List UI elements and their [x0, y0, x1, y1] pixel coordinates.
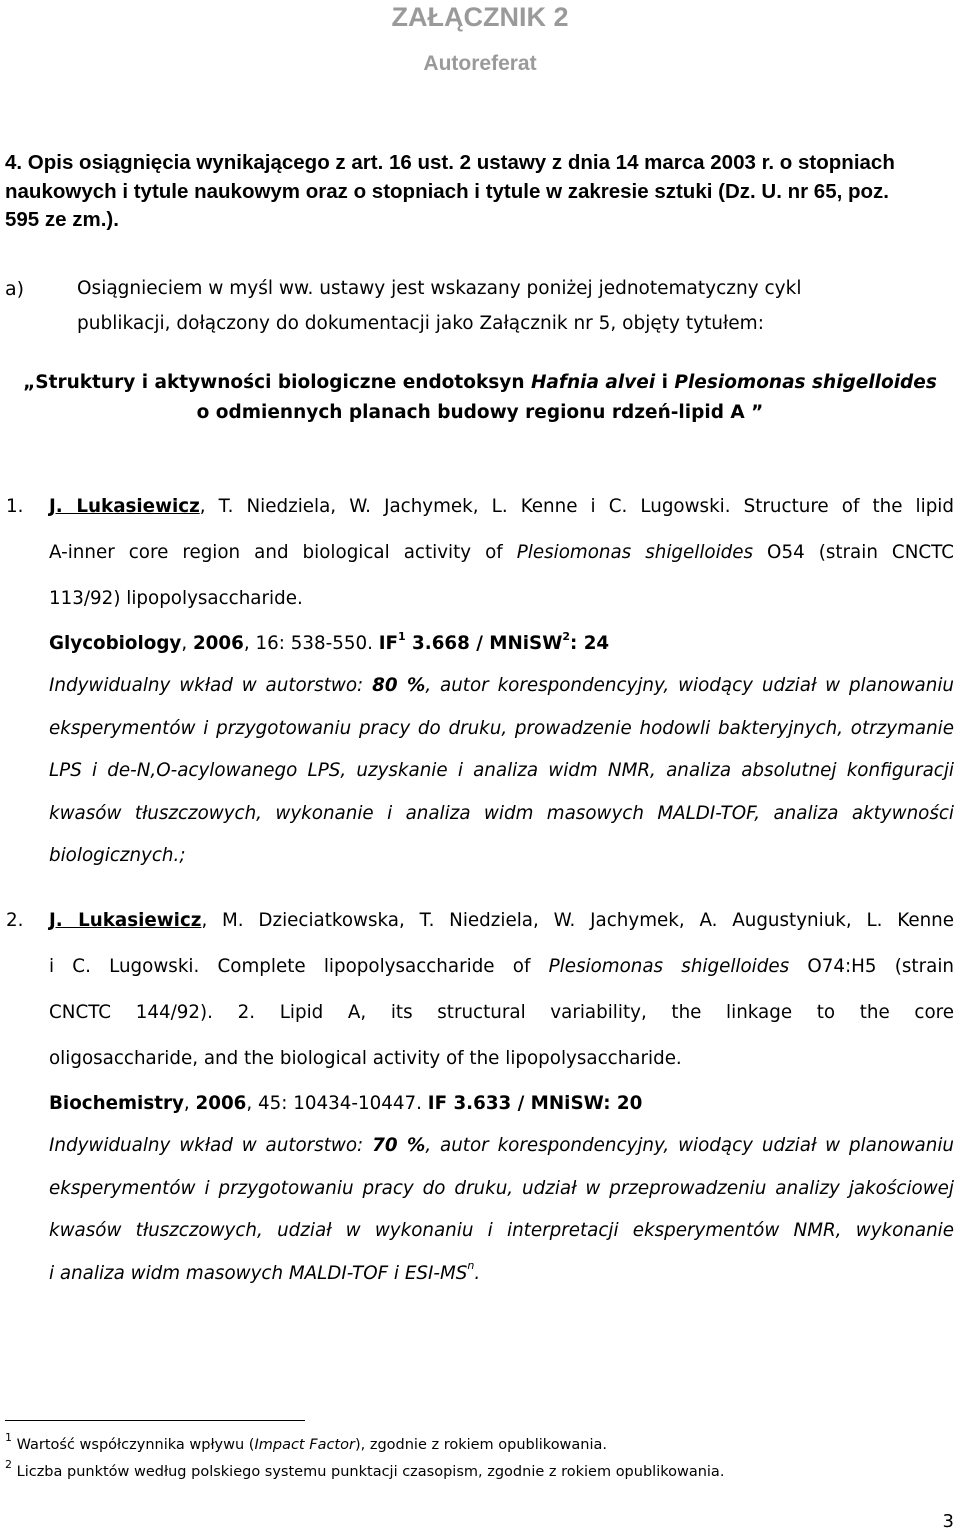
- contribution-prefix: Indywidualny wkład w autorstwo:: [49, 675, 373, 696]
- document-title: ZAŁĄCZNIK 2: [391, 2, 569, 32]
- section-heading-line-2: naukowych i tytule naukowym oraz o stopniach i tytule w zakresie sztuki (Dz. U. nr 65, poz.: [5, 179, 889, 203]
- footnote-1-text: Wartość współczynnika wpływu (: [16, 1437, 255, 1453]
- footnote-ref-2: 2: [562, 629, 571, 643]
- publication-2-line-3: CNCTC 144/92). 2. Lipid A, its structural variability, the linkage to the core: [49, 1002, 954, 1023]
- publication-1-contribution: [49, 665, 954, 878]
- publication-2-pages: , 45: 10434-10447.: [246, 1093, 428, 1114]
- publication-2-if-value: IF 3.633 / MNiSW: 20: [427, 1093, 643, 1114]
- publication-2-contribution: [49, 1125, 954, 1295]
- publication-1-main-author: J. Lukasiewicz: [49, 496, 200, 517]
- paragraph-a-line-1: Osiągnieciem w myśl ww. ustawy jest wskazany poniżej jednotematyczny cykl: [77, 278, 802, 299]
- publication-1-line-2: [49, 530, 954, 576]
- publication-2-authors: , M. Dzieciatkowska, T. Niedziela, W. Jachymek, A. Augustyniuk, L. Kenne: [201, 910, 954, 931]
- publication-2-journal: Biochemistry: [49, 1093, 184, 1114]
- publication-2-contribution-line-2: eksperymentów i przygotowaniu pracy do druku, udział w przeprowadzeniu analizy jakościowej: [49, 1177, 954, 1199]
- cycle-title-species-1: Hafnia alvei: [530, 372, 656, 393]
- document-subtitle: Autoreferat: [423, 52, 537, 75]
- publication-1-contribution-line-3: LPS i de-N,O-acylowanego LPS, uzyskanie i analiza widm NMR, analiza absolutnej konfiguracji: [49, 760, 954, 781]
- cycle-title-part-2: i: [655, 372, 675, 393]
- publication-2-line-4: oligosaccharide, and the biological activity of the lipopolysaccharide.: [49, 1048, 682, 1069]
- cycle-title-part-1: Struktury i aktywności biologiczne endotoksyn: [35, 372, 531, 393]
- publication-1-pages: , 16: 538-550.: [243, 633, 379, 654]
- section-heading: [5, 149, 955, 235]
- publication-2-line-2: [49, 944, 954, 990]
- publication-2-title-strain: O74:H5 (strain: [789, 956, 954, 977]
- contribution-prefix: Indywidualny wkład w autorstwo:: [49, 1135, 373, 1156]
- publication-2-species: Plesiomonas shigelloides: [548, 956, 790, 977]
- publication-1-journal: Glycobiology: [49, 633, 182, 654]
- publication-1-contribution-line-1: [49, 665, 954, 708]
- publication-1-year: 2006: [192, 633, 244, 654]
- publication-1-line-3: 113/92) lipopolysaccharide.: [49, 588, 303, 609]
- contribution-end: .: [474, 1262, 481, 1284]
- publication-2-title-part: i C. Lugowski. Complete lipopolysaccharide of: [49, 956, 549, 977]
- contribution-superscript: n: [467, 1259, 475, 1273]
- publication-1-contribution-line-2: eksperymentów i przygotowaniu pracy do druku, prowadzenie hodowli bakteryjnych, otrzymanie: [49, 717, 954, 739]
- publication-1-number: 1.: [6, 496, 24, 517]
- cycle-title-open-quote: „: [23, 372, 36, 393]
- footnote-divider: [5, 1420, 305, 1421]
- paragraph-a-label: a): [5, 278, 25, 300]
- publication-2-contribution-line-1: [49, 1125, 954, 1168]
- publication-1-species: Plesiomonas shigelloides: [516, 542, 754, 563]
- cycle-title-species-2: Plesiomonas shigelloides: [674, 372, 937, 393]
- cycle-title-line-2: o odmiennych planach budowy regionu rdzeń-lipid A: [196, 402, 745, 423]
- publication-1-contribution-line-4: kwasów tłuszczowych, wykonanie i analiza widm masowych MALDI-TOF, analiza aktywności: [49, 802, 954, 824]
- footnote-2: [5, 1458, 945, 1483]
- publication-2-journal-line: Biochemistry, 2006, 45: 10434-10447. IF 3.633 / MNiSW: 20: [49, 1093, 643, 1114]
- publication-1-if-label: IF: [378, 633, 399, 654]
- page-number: 3: [942, 1511, 954, 1532]
- footnote-1: [5, 1431, 945, 1456]
- publication-2-line-1: [49, 898, 954, 944]
- paragraph-a: [77, 277, 957, 347]
- contribution-percent: 70 %: [372, 1135, 426, 1156]
- footnote-1-text-end: ), zgodnie z rokiem opublikowania.: [354, 1437, 608, 1453]
- publication-2-year: 2006: [195, 1093, 247, 1114]
- cycle-title: [0, 368, 960, 428]
- publication-2-contribution-line-4: [49, 1253, 954, 1296]
- footnote-2-text: Liczba punktów według polskiego systemu punktacji czasopism, zgodnie z rokiem opublikowania.: [16, 1464, 725, 1480]
- cycle-title-close-quote: ”: [751, 402, 764, 423]
- publication-1-if-value: 3.668 / MNiSW: [405, 633, 563, 654]
- publication-2-main-author: J. Lukasiewicz: [49, 910, 202, 931]
- contribution-percent: 80 %: [372, 675, 426, 696]
- paragraph-a-line-2: publikacji, dołączony do dokumentacji jako Załącznik nr 5, objęty tytułem:: [77, 313, 764, 334]
- section-heading-line-1: 4. Opis osiągnięcia wynikającego z art. 16 ust. 2 ustawy z dnia 14 marca 2003 r. o stopniach: [5, 151, 895, 174]
- publication-2-number: 2.: [6, 910, 24, 931]
- publication-2: [49, 898, 954, 1295]
- publication-1-mnisw-value: : 24: [570, 633, 610, 654]
- publication-1-journal-line: Glycobiology, 2006, 16: 538-550. $IF^1$ 3.668 / MNiSW$^2$: 24: [49, 629, 610, 654]
- section-heading-line-3: 595 ze zm.).: [5, 208, 119, 231]
- publication-1-title-strain: O54 (strain CNCTC: [753, 542, 954, 563]
- publication-1-contribution-line-5: biologicznych.;: [49, 845, 186, 866]
- publication-1-line-1: [49, 484, 954, 530]
- publication-2-contribution-line-3: kwasów tłuszczowych, udział w wykonaniu i interpretacji eksperymentów NMR, wykonanie: [49, 1220, 954, 1241]
- footnote-2-number: 2: [5, 1458, 12, 1472]
- publication-1-title-part: A-inner core region and biological activity of: [49, 542, 517, 563]
- footnote-ref-1: 1: [398, 629, 406, 643]
- contribution-text: , autor korespondencyjny, wiodący udział w planowaniu: [425, 1135, 955, 1156]
- publication-1: [49, 484, 954, 878]
- contribution-text: i analiza widm masowych MALDI-TOF i ESI-MS: [49, 1262, 468, 1284]
- publication-1-authors: , T. Niedziela, W. Jachymek, L. Kenne i C. Lugowski. Structure of the lipid: [199, 496, 954, 517]
- footnote-1-italic: Impact Factor: [254, 1437, 355, 1453]
- contribution-text: , autor korespondencyjny, wiodący udział w planowaniu: [425, 675, 955, 696]
- footnote-1-number: 1: [5, 1431, 12, 1445]
